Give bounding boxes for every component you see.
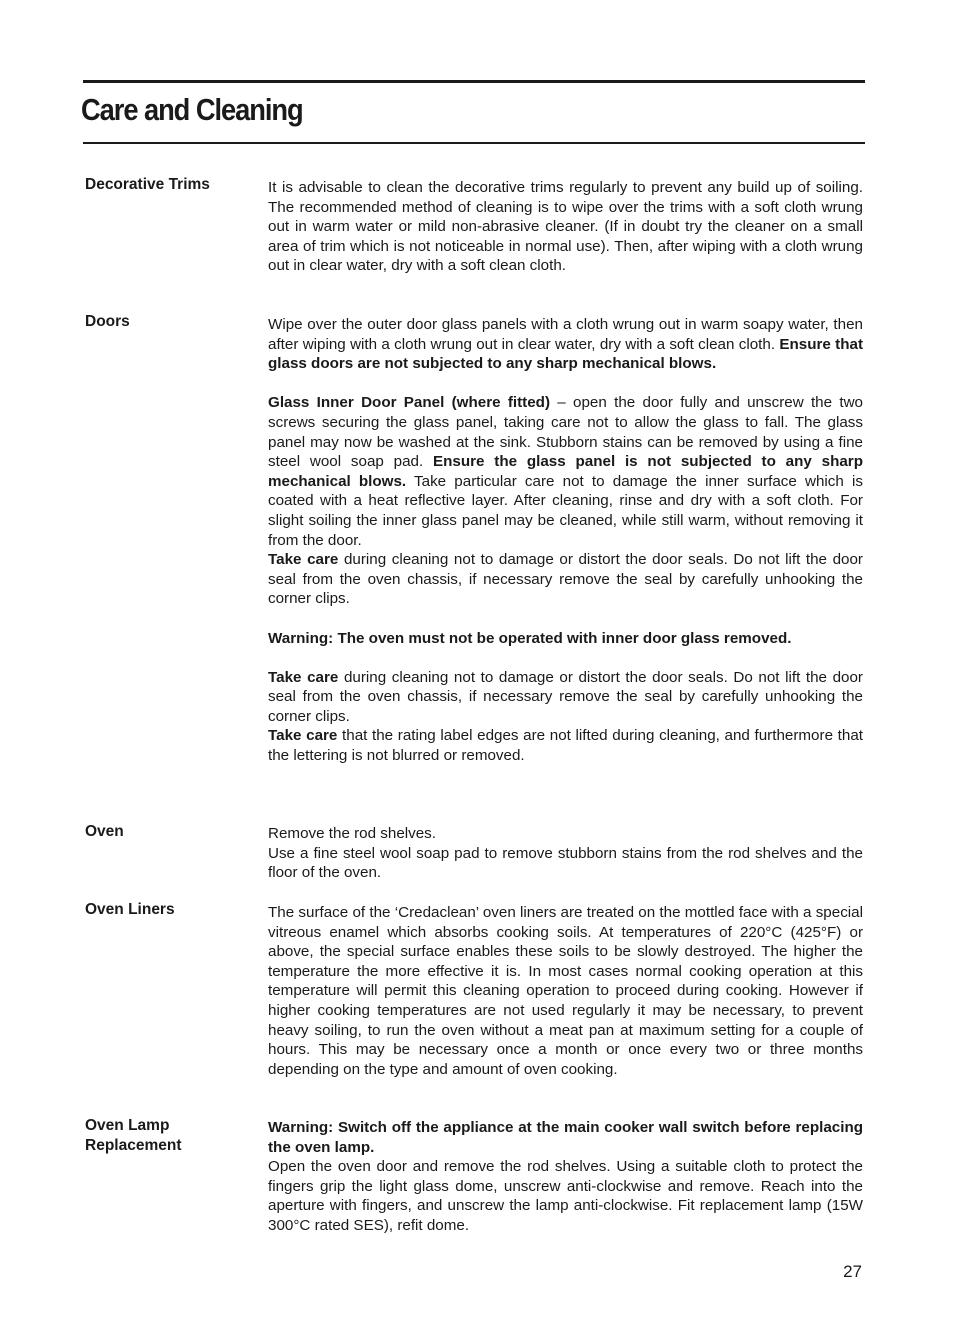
section-label-oven-lamp-replacement — [85, 1116, 245, 1156]
paragraph — [268, 668, 863, 727]
section-body-oven-liners — [268, 903, 863, 1079]
bold-text: Ensure that glass doors are not subjected to any sharp mechanical blows. — [268, 335, 863, 373]
section-body-oven — [268, 824, 863, 883]
label-line: Oven Lamp — [85, 1117, 170, 1134]
paragraph: Remove the rod shelves. — [268, 825, 436, 842]
bold-text: Take care — [268, 551, 339, 569]
paragraph-text: during cleaning not to damage or distort the door seals. Do not lift the door seal from the oven chassis, if necessary remove the seal by carefully unhooking the corner clips. — [268, 551, 863, 608]
page-title: Care and Cleaning — [81, 92, 303, 127]
paragraph — [268, 315, 863, 374]
paragraph: It is advisable to clean the decorative trims regularly to prevent any build up of soiling. The recommended method of cleaning is to wipe over the trims with a soft cloth wrung out in warm water or mild non-abrasive cleaner. (If in doubt try the cleaner on a small area of trim which is not noticeable in normal use). Then, after wiping with a cloth wrung out in clear water, dry with a soft clean cloth. — [268, 179, 863, 275]
paragraph-text: during cleaning not to damage or distort the door seals. Do not lift the door seal from the oven chassis, if necessary remove the seal by carefully unhooking the corner clips. — [268, 668, 863, 725]
bold-text: Warning: The oven must not be operated with inner door glass removed. — [268, 629, 792, 647]
warning-text — [268, 629, 863, 649]
title-bottom-rule — [83, 142, 865, 144]
bold-text: Take care — [268, 727, 338, 745]
bold-text: Take care — [268, 668, 339, 686]
label-line: Replacement — [85, 1137, 182, 1154]
title-top-rule — [83, 80, 865, 83]
paragraph: The surface of the ‘Credaclean’ oven liners are treated on the mottled face with a special vitreous enamel which absorbs cooking soils. At temperatures of 220°C (425°F) or above, the special surface enables these soils to be slowly destroyed. The higher the temperature the more effective it is. In most cases normal cooking operation at this temperature will permit this cleaning operation to proceed during cooking. However if higher cooking temperatures are not used regularly it may be necessary, to prevent heavy soiling, to run the oven without a meat pan at maximum setting for a couple of hours. This may be necessary once a month or once every two or three months depending on the type and amount of oven cooking. — [268, 904, 863, 1078]
warning-text — [268, 1118, 863, 1157]
bold-text: Ensure the glass panel is not subjected to any sharp mechanical blows. — [268, 453, 863, 490]
section-body-oven-lamp-replacement — [268, 1118, 863, 1236]
section-label-decorative-trims: Decorative Trims — [85, 176, 210, 193]
paragraph: Use a fine steel wool soap pad to remove stubborn stains from the rod shelves and the floor of the oven. — [268, 844, 863, 882]
paragraph — [268, 393, 863, 550]
section-body-doors — [268, 315, 863, 766]
paragraph — [268, 726, 863, 765]
section-label-doors: Doors — [85, 313, 130, 330]
paragraph-text: Take particular care not to damage the inner surface which is coated with a heat reflective layer. After cleaning, rinse and dry with a soft cloth. For slight soiling the inner glass panel may be cleaned, while still warm, without removing it from the door. — [268, 472, 863, 549]
paragraph: Open the oven door and remove the rod shelves. Using a suitable cloth to protect the fingers grip the light glass dome, unscrew anti-clockwise and remove. Reach into the aperture with fingers, and unscrew the lamp anti-clockwise. Fit replacement lamp (15W 300°C rated SES), refit dome. — [268, 1158, 863, 1234]
paragraph-text: that the rating label edges are not lifted during cleaning, and furthermore that the lettering is not blurred or removed. — [268, 727, 863, 765]
section-label-oven: Oven — [85, 823, 124, 840]
bold-text: Glass Inner Door Panel (where fitted) — [268, 394, 551, 412]
page-number: 27 — [843, 1262, 862, 1281]
paragraph-text: Wipe over the outer door glass panels with a cloth wrung out in warm soapy water, then after wiping with a cloth wrung out in clear water, dry with a soft clean cloth. — [268, 316, 863, 353]
paragraph-text: – open the door fully and unscrew the two screws securing the glass panel, taking care not to allow the glass to fall. The glass panel may now be washed at the sink. Stubborn stains can be removed by using a fine steel wool soap pad. — [268, 394, 863, 471]
section-body-decorative-trims — [268, 178, 863, 276]
section-label-oven-liners: Oven Liners — [85, 901, 175, 918]
paragraph — [268, 550, 863, 609]
bold-text: Warning: Switch off the appliance at the main cooker wall switch before replacing the oven lamp. — [268, 1119, 863, 1156]
